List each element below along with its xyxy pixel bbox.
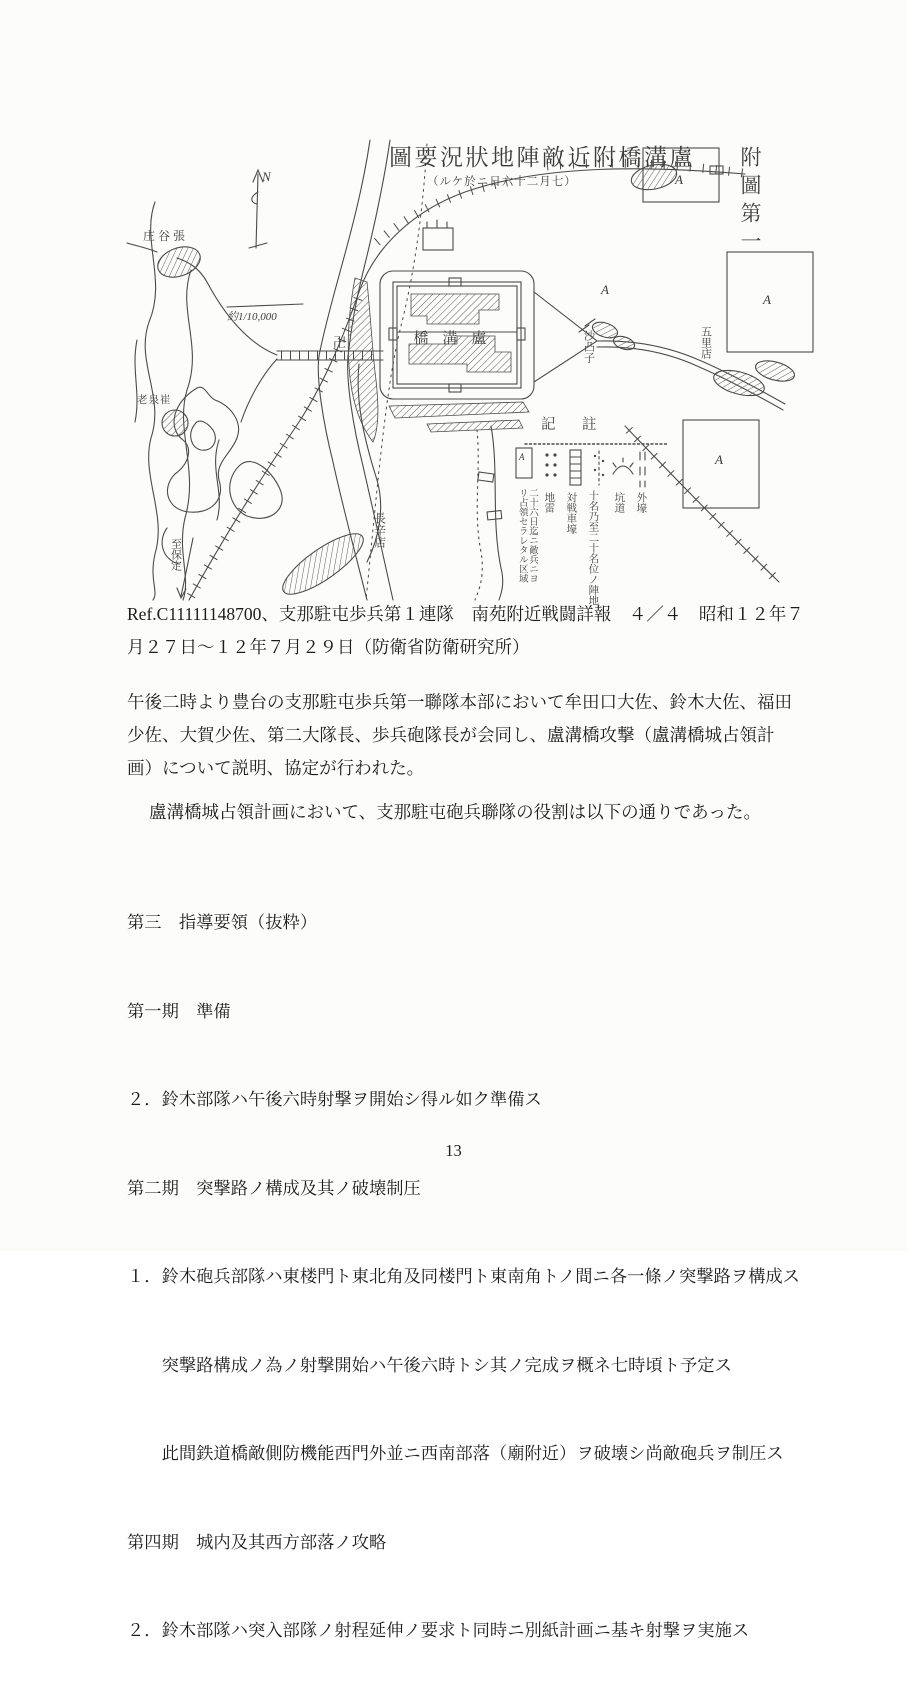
page-number: 13 [445, 1141, 462, 1160]
body-paragraph: 午後二時より豊台の支那駐屯歩兵第一聯隊本部において牟田口大佐、鈴木大佐、福田少佐、大賀少佐、第二大隊長、歩兵砲隊長が会同し、盧溝橋攻撃（盧溝橋城占領計画）について説明、協定が行われた。 [127, 692, 792, 778]
legend-label-outer-moat: 外壕 [635, 492, 647, 513]
village-label-zhuanggu: 庄谷張 [143, 229, 189, 243]
north-arrow-label: N [262, 169, 271, 184]
map-figure [127, 140, 787, 606]
text-line: 此間鉄道橋敵側防機能西門外並ニ西南部落（廟附近）ヲ破壊シ尚敵砲兵ヲ制圧ス [127, 1444, 784, 1463]
village-label-wulidian: 五里店 [699, 326, 712, 359]
map-title: 圖要況狀地陣敵近附橋溝盧 [389, 145, 695, 170]
temple-mark: 卍 [333, 335, 347, 350]
sandspit-label: 沙凸子 [582, 330, 595, 363]
unit-mark: A [519, 452, 525, 462]
landmine-icon [545, 453, 556, 476]
legend-title: 記 註 [541, 417, 603, 433]
text-line: 突撃路構成ノ為ノ射撃開始ハ午後六時トシ其ノ完成ヲ概ネ七時頃ト予定ス [127, 1355, 732, 1375]
unit-mark: A [601, 282, 609, 297]
text-line: 第二期 突撃路ノ構成及其ノ破壊制圧 [127, 1178, 421, 1198]
map-scale-label: 約1/10,000 [227, 311, 277, 323]
unit-mark: A [715, 452, 723, 467]
map-corner-label: 附圖第一 [738, 146, 763, 258]
text-line: 第四期 城内及其西方部落ノ攻略 [127, 1532, 387, 1552]
city-name-label: 橋溝盧 [413, 331, 501, 347]
village-label-west: 老泉崔 [137, 395, 172, 406]
tunnel-icon [613, 458, 633, 474]
text-line: ２．鈴木部隊ハ突入部隊ノ射程延伸ノ要求ト同時ニ別紙計画ニ基キ射撃ヲ実施ス [127, 1621, 750, 1640]
outer-moat-icon [640, 452, 645, 487]
north-arrow [256, 174, 258, 248]
directive-excerpt [127, 849, 817, 1705]
unit-mark: A [763, 292, 771, 307]
unit-mark: A [675, 172, 683, 187]
map-drawing [127, 140, 787, 600]
scale-bar [227, 304, 303, 307]
text-line: 第一期 準備 [127, 1001, 231, 1021]
text-line: 第三 指導要領（抜粋） [127, 913, 318, 932]
to-baoding-label: 至保定 [169, 538, 182, 571]
legend-label-infantry-position: 十名乃至二十名位ノ陣地 [587, 490, 599, 606]
source-caption: Ref.C11111148700、支那駐屯歩兵第１連隊 南苑附近戦闘詳報 ４／４ 昭和１２年７月２７日～１２年７月２９日（防衛省防衛研究所） [127, 604, 804, 657]
text-line: １．鈴木砲兵部隊ハ東楼門ト東北角及同楼門ト東南角トノ間ニ各一條ノ突撃路ヲ構成ス [127, 1267, 800, 1286]
legend-label-tunnel: 坑道 [613, 492, 625, 513]
legend-label-anti-tank-trench: 対戦車壕 [565, 492, 577, 534]
text-line: ２．鈴木部隊ハ午後六時射撃ヲ開始シ得ル如ク準備ス [127, 1090, 542, 1109]
legend-label-occupied-area: 二十六日迄ニ敵兵ニヨリ占領セラレタル区域 [516, 488, 537, 583]
map-subtitle: （ルケ於ニ日六十二月七） [427, 176, 577, 188]
legend-label-landmine: 地雷 [543, 492, 555, 513]
anti-tank-trench-icon [570, 450, 581, 485]
village-label-changxindian: 長辛店 [372, 512, 387, 548]
body-paragraph: 盧溝橋城占領計画において、支那駐屯砲兵聯隊の役割は以下の通りであった。 [149, 802, 761, 822]
